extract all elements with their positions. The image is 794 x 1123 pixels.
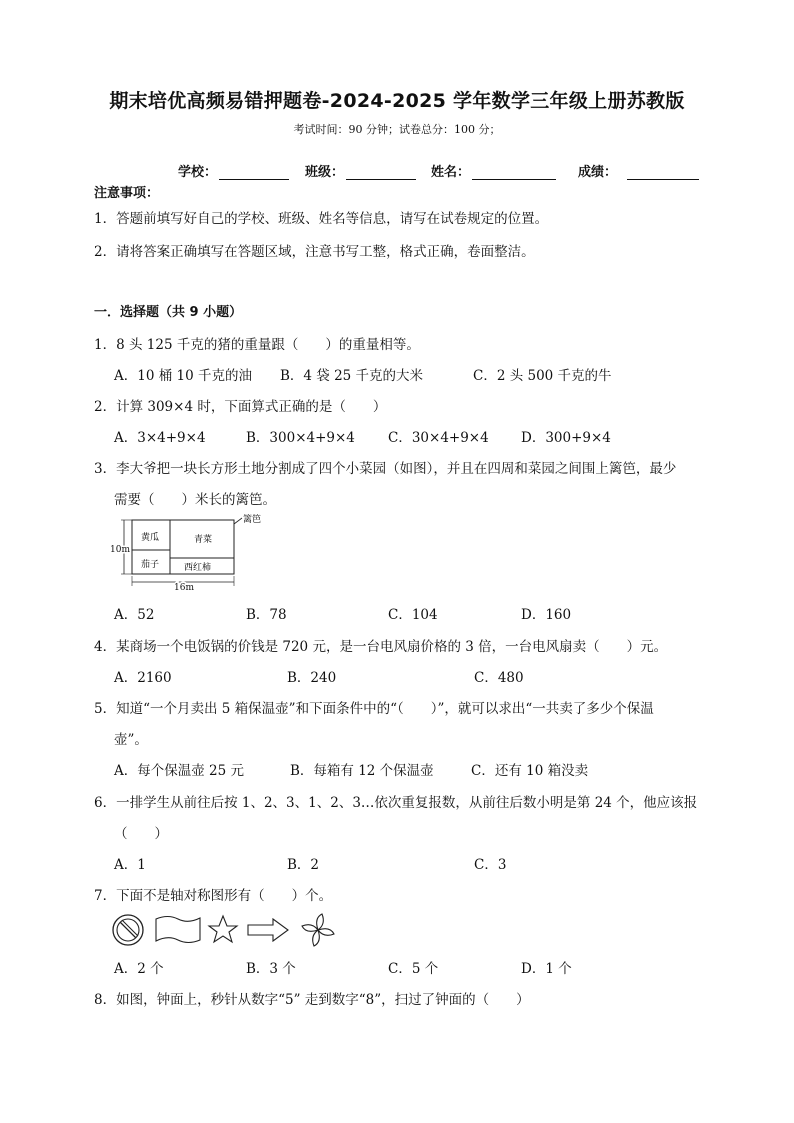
q7-option-d[interactable]: D．1 个 [521,961,572,977]
name-blank[interactable] [472,165,556,180]
name-field [431,161,556,180]
school-field [178,161,289,180]
q6-option-a[interactable]: A．1 [114,857,146,873]
question-8-stem: 8．如图，钟面上，秒针从数字“5” 走到数字“8”，扫过了钟面的（ ） [94,992,530,1008]
note-item: 2．请将答案正确填写在答题区域，注意书写工整，格式正确，卷面整洁。 [94,244,535,260]
question-6-stem-cont: （ ） [114,826,168,842]
shape-row [108,910,348,950]
pinwheel-icon [302,914,334,946]
question-5-stem: 5．知道“一个月卖出 5 箱保温壶”和下面条件中的“（ ）”，就可以求出“一共卖了多少个保温 [94,701,654,717]
q2-option-d[interactable]: D．300+9×4 [521,430,611,446]
exam-subtitle: 考试时间：90 分钟；试卷总分：100 分； [293,123,501,136]
q4-option-c[interactable]: C．480 [474,670,524,686]
fence-pointer [234,518,242,524]
exam-title: 期末培优高频易错押题卷-2024-2025 学年数学三年级上册苏教版 [109,90,685,112]
question-4-stem: 4．某商场一个电饭锅的价钱是 720 元，是一台电风扇价格的 3 倍，一台电风扇卖（ ）元。 [94,639,668,655]
height-label: 10m [110,545,130,555]
class-blank[interactable] [346,165,416,180]
q2-option-a[interactable]: A．3×4+9×4 [114,430,206,446]
question-1-stem: 1．8 头 125 千克的猪的重量跟（ ）的重量相等。 [94,337,420,353]
q4-option-b[interactable]: B．240 [287,670,337,686]
plot-cucumber: 黄瓜 [141,533,160,543]
q3-option-c[interactable]: C．104 [388,607,438,623]
question-2-stem: 2．计算 309×4 时，下面算式正确的是（ ） [94,399,387,415]
school-blank[interactable] [219,165,289,180]
question-5-stem-cont: 壶”。 [114,732,148,748]
q3-option-b[interactable]: B．78 [246,607,287,623]
score-blank[interactable] [627,165,699,180]
q7-option-b[interactable]: B．3 个 [246,961,296,977]
school-label: 学校： [178,165,218,180]
fence-label: 篱笆 [243,515,262,525]
q5-option-b[interactable]: B．每箱有 12 个保温壶 [290,763,434,779]
prohibition-sign-icon [113,915,143,945]
section-heading: 一．选择题（共 9 小题） [94,305,243,320]
width-label: 16m [174,583,194,592]
q7-option-a[interactable]: A．2 个 [114,961,164,977]
question-6-stem: 6．一排学生从前往后按 1、2、3、1、2、3…依次重复报数，从前往后数小明是第 24 个，他应该报 [94,795,698,811]
notes-heading: 注意事项： [94,186,160,201]
q5-option-a[interactable]: A．每个保温壶 25 元 [114,763,245,779]
q1-option-a[interactable]: A．10 桶 10 千克的油 [114,368,252,384]
q1-option-b[interactable]: B．4 袋 25 千克的大米 [280,368,424,384]
arrow-icon [248,919,288,941]
star-icon [209,916,237,942]
q2-option-c[interactable]: C．30×4+9×4 [388,430,489,446]
score-label: 成绩： [578,165,618,180]
q3-option-a[interactable]: A．52 [114,607,155,623]
score-field [578,161,699,180]
question-3-stem: 3．李大爷把一块长方形土地分割成了四个小菜园（如图），并且在四周和菜园之间围上篱笆，最少 [94,461,677,477]
question-3-stem-cont: 需要（ ）米长的篱笆。 [114,492,276,508]
q7-option-c[interactable]: C．5 个 [388,961,439,977]
q6-option-b[interactable]: B．2 [287,857,320,873]
class-label: 班级： [305,165,345,180]
name-label: 姓名： [431,165,471,180]
q5-option-c[interactable]: C．还有 10 箱没卖 [471,763,589,779]
q4-option-a[interactable]: A．2160 [114,670,172,686]
class-field [305,161,416,180]
q6-option-c[interactable]: C．3 [474,857,507,873]
q3-option-d[interactable]: D．160 [521,607,572,623]
plot-tomato: 西红柿 [184,563,212,573]
garden-figure [108,512,278,592]
q1-option-c[interactable]: C．2 头 500 千克的牛 [473,368,612,384]
question-7-stem: 7．下面不是轴对称图形有（ ）个。 [94,888,333,904]
wavy-flag-icon [156,917,200,943]
plot-greens: 青菜 [194,535,213,545]
plot-eggplant: 茄子 [141,560,160,570]
note-item: 1．答题前填写好自己的学校、班级、姓名等信息，请写在试卷规定的位置。 [94,211,549,227]
q2-option-b[interactable]: B．300×4+9×4 [246,430,355,446]
